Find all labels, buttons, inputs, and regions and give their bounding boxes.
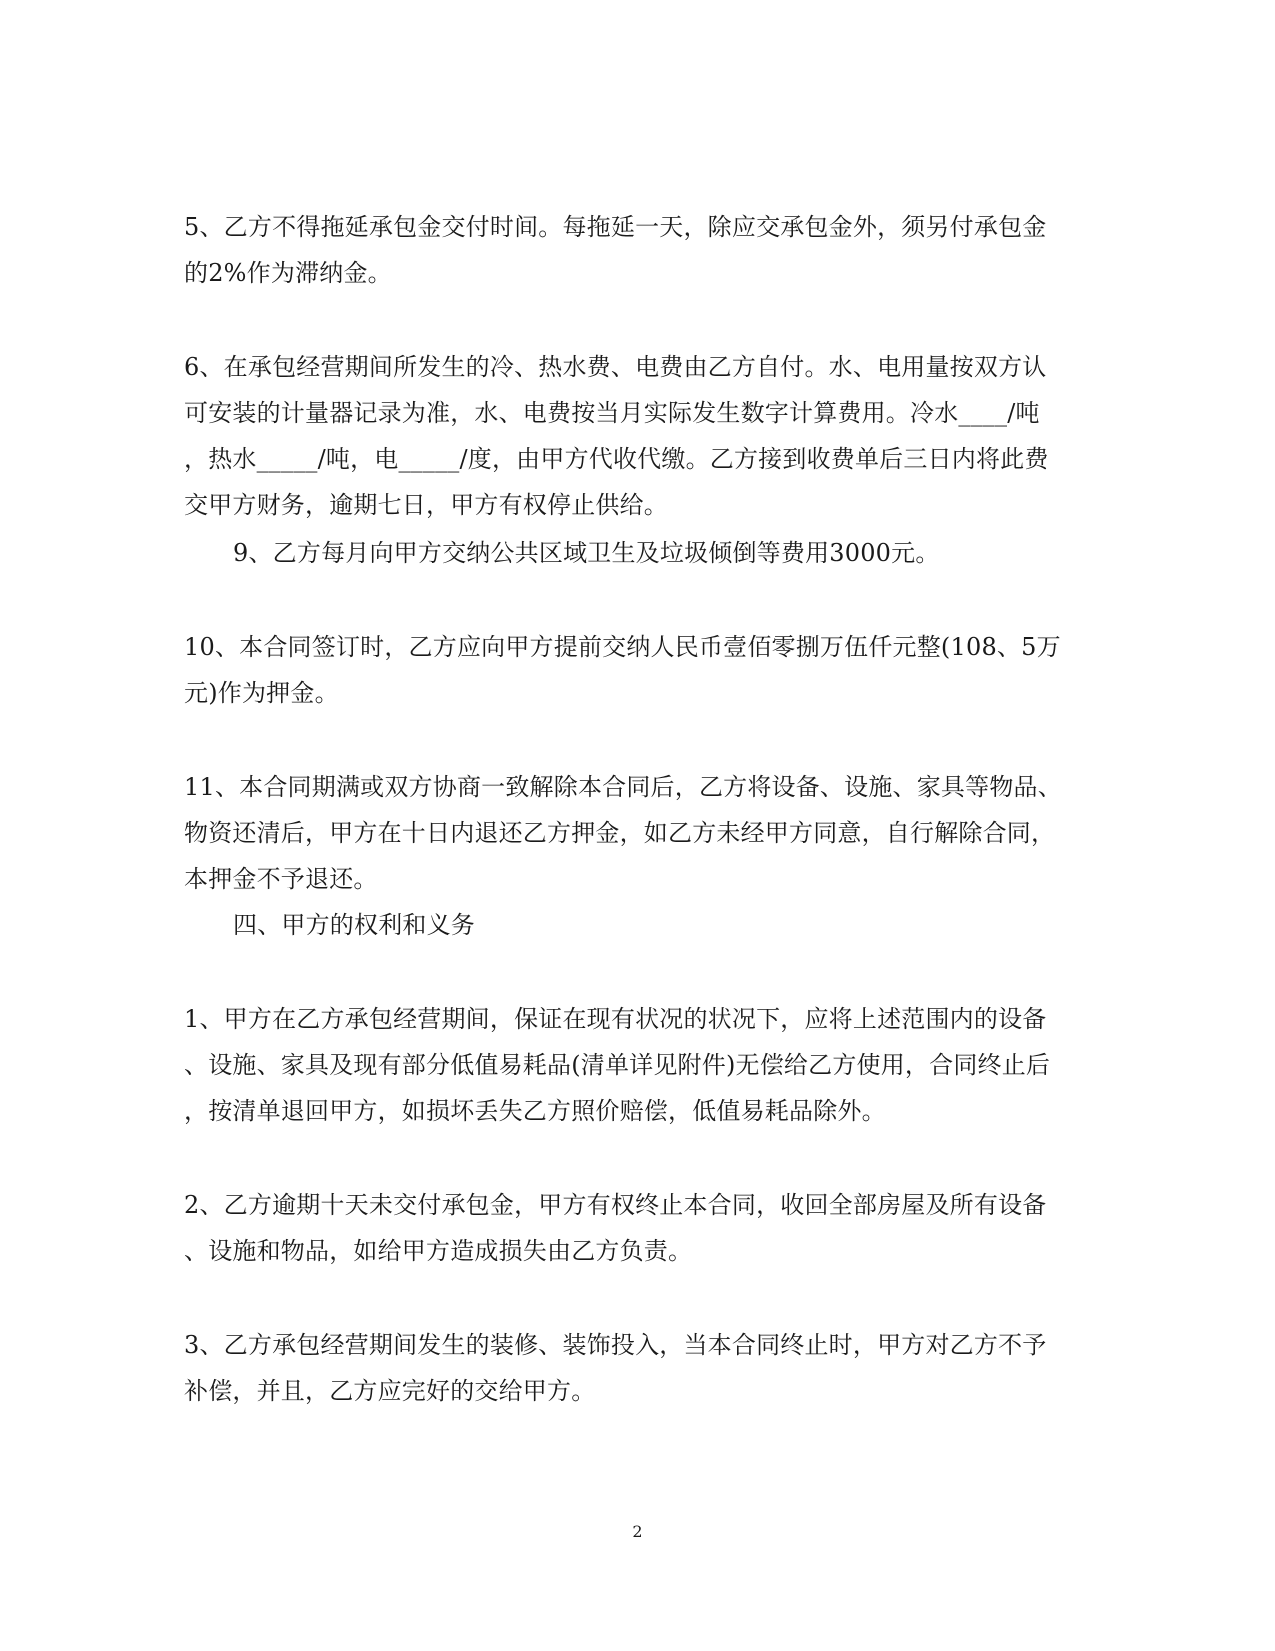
paragraph-line: 可安装的计量器记录为准，水、电费按当月实际发生数字计算费用。冷水____/吨 bbox=[184, 399, 1040, 427]
paragraph-line: 物资还清后，甲方在十日内退还乙方押金，如乙方未经甲方同意，自行解除合同， bbox=[184, 819, 1056, 847]
paragraph-line: 交甲方财务，逾期七日，甲方有权停止供给。 bbox=[184, 491, 668, 519]
paragraph-line: 10、本合同签订时，乙方应向甲方提前交纳人民币壹佰零捌万伍仟元整(108、5万 bbox=[184, 633, 1061, 661]
page-number: 2 bbox=[632, 1522, 643, 1541]
paragraph-line: 11、本合同期满或双方协商一致解除本合同后，乙方将设备、设施、家具等物品、 bbox=[184, 773, 1062, 801]
paragraph-line: 9、乙方每月向甲方交纳公共区域卫生及垃圾倾倒等费用3000元。 bbox=[233, 539, 940, 567]
paragraph-line: ，按清单退回甲方，如损坏丢失乙方照价赔偿，低值易耗品除外。 bbox=[184, 1097, 886, 1125]
paragraph-line: 本押金不予退还。 bbox=[184, 865, 378, 893]
section-heading: 四、甲方的权利和义务 bbox=[233, 911, 475, 939]
paragraph-line: 的2%作为滞纳金。 bbox=[184, 259, 392, 287]
paragraph-line: 1、甲方在乙方承包经营期间，保证在现有状况的状况下，应将上述范围内的设备 bbox=[184, 1005, 1047, 1033]
paragraph-line: 、设施和物品，如给甲方造成损失由乙方负责。 bbox=[184, 1237, 693, 1265]
paragraph-line: 、设施、家具及现有部分低值易耗品(清单详见附件)无偿给乙方使用，合同终止后 bbox=[184, 1051, 1051, 1079]
paragraph-line: 5、乙方不得拖延承包金交付时间。每拖延一天，除应交承包金外，须另付承包金 bbox=[184, 213, 1047, 241]
paragraph-line: 元)作为押金。 bbox=[184, 679, 339, 707]
paragraph-line: 3、乙方承包经营期间发生的装修、装饰投入，当本合同终止时，甲方对乙方不予 bbox=[184, 1331, 1047, 1359]
paragraph-line: 补偿，并且，乙方应完好的交给甲方。 bbox=[184, 1377, 596, 1405]
paragraph-line: 6、在承包经营期间所发生的冷、热水费、电费由乙方自付。水、电用量按双方认 bbox=[184, 353, 1047, 381]
paragraph-line: ，热水_____/吨，电_____/度，由甲方代收代缴。乙方接到收费单后三日内将此费 bbox=[184, 445, 1049, 473]
paragraph-line: 2、乙方逾期十天未交付承包金，甲方有权终止本合同，收回全部房屋及所有设备 bbox=[184, 1191, 1047, 1219]
